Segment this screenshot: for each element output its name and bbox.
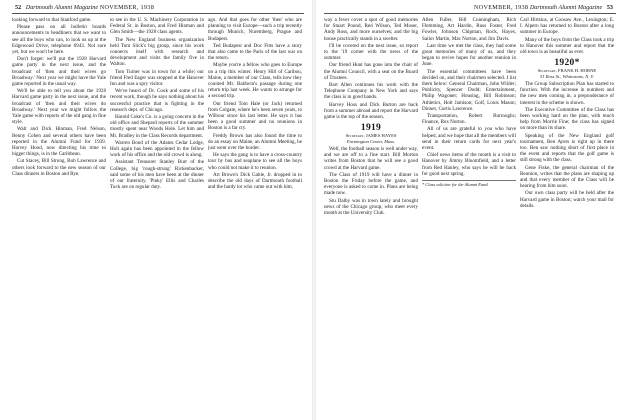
right-magazine-title: Dartmouth Alumni Magazine: [529, 4, 603, 11]
paragraph: Our friend Hunt has gone into the chair of the Alumni Council, with a seat on the Board of Trustees.: [324, 62, 418, 81]
paragraph: Assistant Treasurer Stanley Burr of the College, big 'rough-strung' Rickenbacker, said some of his men have been at the dinner of our fraternity. 'Pinky' Ellis and Charles Tuck are on regular duty.: [110, 159, 204, 191]
paragraph: Harvey Hoss and Dick Burton are back from a summer abroad and report the Harvard game is the top of the season.: [324, 101, 418, 121]
paragraph: The Class of 1919 will have a dinner in Boston the Friday before the game, and everyone is asked to come in. Plans are being made now.: [324, 171, 418, 197]
left-column-2: [110, 17, 204, 416]
paragraph: We'll be able to tell you about the 1928 Harvard game party in the next issue, and the broadcast of 'then and their wives do Broadway.' Next year we might follow the Yale game with reports of the old gang in fine style.: [12, 88, 106, 126]
paragraph: Carl Hirtsius, at Coosaw Ave., Lexington; E. I. Alpern has returned to Boston after a long summer in Europe.: [520, 17, 614, 36]
paragraph: Allen Fuller, Bill Cunningham, Rich Flemming, Art Hardin, Russ Foster, Fred Fowler, Johnson Chipman, Rock, Hayes, Sailor Martin, Mac Norton, and Jim Davis.: [422, 17, 516, 42]
class-secretary: Secretary, JAMES HAYES: [345, 133, 397, 139]
paragraph: Art Brown's Dick Gable, Jr. dropped in to describe the old days of Dartmouth football and the hardy lot who came out with him.: [208, 171, 302, 191]
paragraph: Maybe you're a fellow who goes to Europe on a trip this winter. Henry Hill of Caribou, Maine, a member of our Class, tells how they counted Mr. Baldwin's passage during one return trip last week. He wants to arrange for a second trip.: [208, 62, 302, 100]
paragraph: way a fever cover a spot of good memories for Stuart Pound, Red Wilson, Ted Moser, Andy Ross, and more ourselves; and the big house practically stands in a swelter.: [324, 17, 418, 42]
class-secretary: Secretary, FRANK H. HORNE: [537, 68, 597, 74]
paragraph: Chief news items of the month is a visit to Hanover by Jimmy Bloomfield, and a letter from Red Hanley, who says he will be back for good next spring.: [422, 152, 516, 177]
right-head-rule: [324, 13, 616, 14]
left-page: [0, 0, 312, 420]
class-address: 51 Ross St., Whitestone, N. Y.: [540, 73, 594, 79]
right-issue-date: NOVEMBER, 1938: [473, 4, 529, 11]
paragraph: We've heard of Dr. Cook and some of his recent work, though he says nothing about his successful practice that is fighting in the research dept. of Chicago.: [110, 88, 204, 113]
class-address: Farmington Center, Mass.: [346, 138, 396, 144]
paragraph: Walt and Dick Hinman, Fred Nelson, Benny Cohen and several others have been reported in the Alumni Fund for 1939. Harvey Hood, now directing his time to bigger things, is in the Caribbean.: [12, 126, 106, 158]
right-running-head: [474, 4, 616, 11]
left-magazine-title: Dartmouth Alumni Magazine: [25, 4, 99, 11]
paragraph: to see in the U. S. Machinery Corporation in Federal St. in Boston, and Fred Hinman and Glen Smith—the 1928 class agents.: [110, 17, 204, 36]
left-page-number: 52: [15, 4, 22, 11]
right-column-1: [324, 17, 418, 416]
paragraph: The essential committees have been decided on, and their chairmen selected. I list them below: General Chairman, John Wilder; Publicity, Spencer Dodd; Entertainment, Philip Wagoner; Housing, Bill Robinson; Athletics, Holt Jamison; Golf, Louis Mason; Dinner, Curtis Lawrence.: [422, 68, 516, 112]
paragraph: I'll be covered on the next issue, so report to the '19 corner with the news of the summer.: [324, 42, 418, 62]
class-heading-1920: [520, 58, 614, 79]
right-column-2: [422, 17, 516, 416]
paragraph: Transportation, Robert Burroughs; Finance, Rex Norton.: [422, 113, 516, 126]
left-running-head: [12, 4, 154, 11]
paragraph: Don't forget: we'll put the 1928 Harvard game party in the next issue, and the broadcast of 'then and their wives go Broadway.' Next year we might have the Yale game reported in the usual way.: [12, 56, 106, 88]
class-heading-1919: [324, 123, 418, 144]
paragraph: ago. And that goes for other 'then' who are planning to visit Europe—such a trip recently through Munich, Nuremberg, Prague and Budapest.: [208, 17, 302, 42]
paragraph: Harold Coke's Co. is a going concern in the old office and Shepard reports of the summer mostly spent near Woods Hole. Let him and Mr. Bradley in the Class Records department.: [110, 114, 204, 139]
paragraph: Freddy Brown has also found the time to do an essay on Maine, an Alumni Meeting, he just went over the border.: [208, 132, 302, 152]
paragraph: Many of the boys from the Class took a trip to Hanover this summer and report that the old town is as beautiful as ever.: [520, 36, 614, 56]
paragraph: Speaking of the New England golf tournament, Ben Ayers is right up in there too. Ben saw nothing short of first place in the event and reports that the golf game is still strong with the class.: [520, 132, 614, 164]
right-column-3: [520, 17, 614, 416]
left-issue-date: NOVEMBER, 1938: [99, 4, 155, 11]
paragraph: He says the gang is to have a cross-country tour by bus and seaplane to see all the boys who could not make it to reunion.: [208, 152, 302, 171]
paragraph: Tom Turner was in town for a while; our friend Fred Eager was stopped at the Hanover Inn and was a spry visitor.: [110, 68, 204, 88]
paragraph: Stu Dalby was in town lately and brought news of the Chicago group, who meet every month at the University Club.: [324, 197, 418, 217]
paragraph: looking forward to that Stanford game.: [12, 17, 92, 23]
paragraph: The Group Subscription Plan has started to function. With the increase in numbers and the new men coming in, a preponderance of interest in the scheme is shown.: [520, 81, 614, 106]
paragraph: All of us are grateful to you who have helped, and we hope that all the members will send in their return cards for next year's event.: [422, 126, 516, 152]
right-page-number: 53: [606, 4, 613, 11]
footnote: * Class solicitor for the Alumni Fund.: [422, 180, 516, 187]
class-year: 1920*: [554, 58, 580, 69]
paragraph: Ted Budapest and Doc Fitts have a story that also came to the Paris of the last war on the return.: [208, 42, 302, 62]
paragraph: Cut Stacey, Bill Strong, Bob Lawrence and others look forward to the new season of our Class dinners in Boston and Rye.: [12, 158, 106, 177]
paragraph: The New England business organization held Tom Slick's big group, since his work connects itself with research and development and visits the family five in Walton.: [110, 36, 204, 68]
paragraph: Warren Bond of the Adams Cedar Lodge, Holt again has been appointed in the fellow work of his office and the old crowd is along.: [110, 139, 204, 159]
left-head-rule: [12, 13, 304, 14]
left-column-3: [208, 17, 302, 416]
paragraph: The Executive Committee of the Class has been working hard on the plan, with much help from Morrie Fine; the class has signed on more than its share.: [520, 106, 614, 132]
right-page: [316, 0, 628, 420]
paragraph: Bart Allen continues his work with the Telephone Company in New York and says the class is in good hands.: [324, 82, 418, 101]
class-year: 1919: [360, 123, 382, 134]
paragraph: Last time we met the class, they had some great memories of many of us, and they began to revive hopes for another reunion in June.: [422, 42, 516, 68]
paragraph: Please pass on all bulletin boards announcements to headliners that we want to see all the boys who can, to look us up at the Edgewood Drive, telephone 6943. Not sure yet, but we won't be here.: [12, 24, 106, 56]
paragraph: Our friend Tom Hale (or Jack) returned from Colgate, where he's been seven years, to Wilbour since his last letter. He says it has been a good summer and no reunions in Boston is a far cry.: [208, 100, 302, 132]
paragraph: Gene Fiske, the general chairman of the Reunion, writes that the plans are shaping up and that every member of the Class will be hearing from him soon.: [520, 164, 614, 190]
paragraph: Our own class party will be held after the Harvard game in Boston; watch your mail for details.: [520, 190, 614, 209]
left-column-1: [12, 17, 106, 416]
paragraph: Well, the football season is well under way, and we are off to a fine start. Bill Morton writes from Boston that he will see a good crowd at the Harvard game.: [324, 146, 418, 171]
